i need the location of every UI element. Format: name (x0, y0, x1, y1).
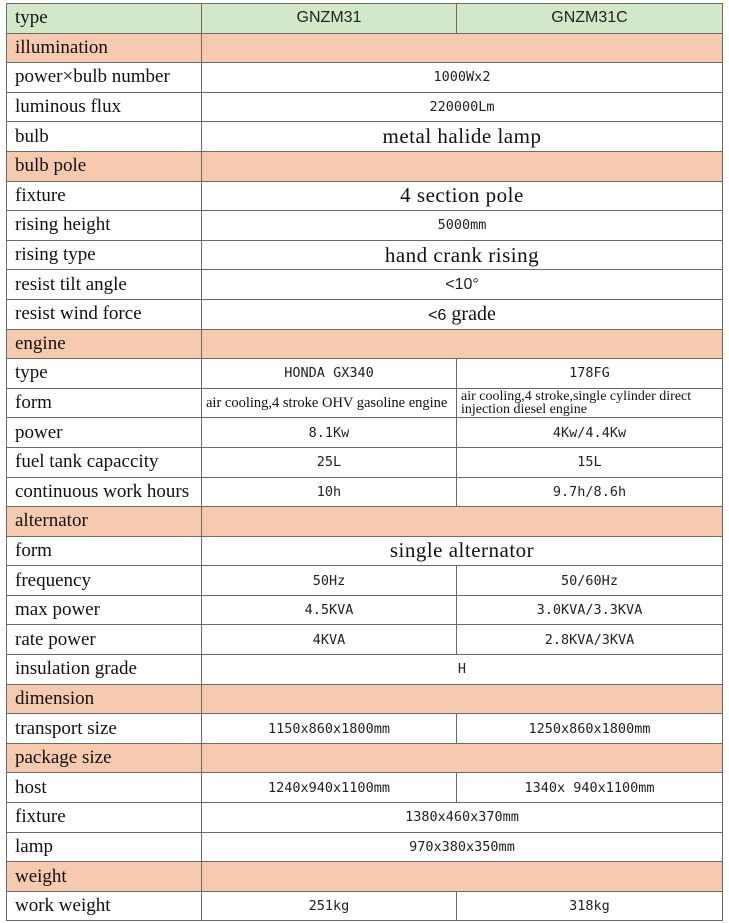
row-label: rate power (7, 625, 202, 655)
table-row (7, 655, 723, 685)
row-label: max power (7, 595, 202, 625)
header-row (7, 4, 723, 34)
header-type-label: type (7, 4, 202, 34)
row-value-gnzm31c: 15L (457, 447, 723, 477)
row-value-gnzm31: 25L (202, 447, 457, 477)
section-title: engine (7, 329, 202, 359)
section-weight (7, 862, 723, 892)
table-row (7, 63, 723, 93)
row-label: host (7, 773, 202, 803)
row-label: bulb (7, 122, 202, 152)
row-value: metal halide lamp (202, 122, 723, 152)
table-row (7, 388, 723, 418)
row-value (202, 299, 723, 329)
row-label: resist tilt angle (7, 270, 202, 300)
row-value-gnzm31: air cooling,4 stroke OHV gasoline engine (202, 388, 457, 418)
row-value-gnzm31c: 1250x860x1800mm (457, 714, 723, 744)
table-row (7, 181, 723, 211)
row-label: fixture (7, 803, 202, 833)
row-value-gnzm31c: 2.8KVA/3KVA (457, 625, 723, 655)
row-label: type (7, 359, 202, 389)
row-value: 4 section pole (202, 181, 723, 211)
row-value: H (202, 655, 723, 685)
model-gnzm31c: GNZM31C (457, 4, 723, 34)
row-value-gnzm31c: 318kg (457, 891, 723, 921)
table-row (7, 832, 723, 862)
table-row (7, 270, 723, 300)
table-row (7, 566, 723, 596)
wind-grade-value: <6 (428, 306, 447, 324)
row-value: 1380x460x370mm (202, 803, 723, 833)
model-gnzm31: GNZM31 (202, 4, 457, 34)
row-value-gnzm31c: 3.0KVA/3.3KVA (457, 595, 723, 625)
section-title: weight (7, 862, 202, 892)
table-row (7, 891, 723, 921)
row-label: work weight (7, 891, 202, 921)
row-value-gnzm31c: air cooling,4 stroke,single cylinder direct injection diesel engine (457, 388, 723, 418)
section-title: illumination (7, 33, 202, 63)
section-alternator (7, 507, 723, 537)
section-illumination (7, 33, 723, 63)
table-row (7, 773, 723, 803)
table-row (7, 299, 723, 329)
row-label: rising type (7, 240, 202, 270)
row-value-gnzm31: HONDA GX340 (202, 359, 457, 389)
table-row (7, 477, 723, 507)
table-row (7, 447, 723, 477)
section-bulb-pole (7, 151, 723, 181)
row-value-gnzm31c: 9.7h/8.6h (457, 477, 723, 507)
row-value: single alternator (202, 536, 723, 566)
row-value: hand crank rising (202, 240, 723, 270)
table-row (7, 359, 723, 389)
section-package-size (7, 743, 723, 773)
row-value: 5000mm (202, 211, 723, 241)
row-value-gnzm31: 1150x860x1800mm (202, 714, 457, 744)
table-row (7, 211, 723, 241)
row-value-gnzm31: 251kg (202, 891, 457, 921)
row-value-gnzm31: 4.5KVA (202, 595, 457, 625)
row-value-gnzm31c: 178FG (457, 359, 723, 389)
row-label: power (7, 418, 202, 448)
row-label: frequency (7, 566, 202, 596)
table-row (7, 536, 723, 566)
section-title: bulb pole (7, 151, 202, 181)
row-label: form (7, 536, 202, 566)
row-label: lamp (7, 832, 202, 862)
row-label: power×bulb number (7, 63, 202, 93)
table-row (7, 418, 723, 448)
row-label: fixture (7, 181, 202, 211)
row-value-gnzm31: 10h (202, 477, 457, 507)
table-row (7, 625, 723, 655)
row-value: <10° (202, 270, 723, 300)
row-value-gnzm31c: 4Kw/4.4Kw (457, 418, 723, 448)
section-dimension (7, 684, 723, 714)
table-row (7, 92, 723, 122)
section-title: alternator (7, 507, 202, 537)
table-row (7, 240, 723, 270)
row-value-gnzm31: 4KVA (202, 625, 457, 655)
section-title: package size (7, 743, 202, 773)
row-value-gnzm31c: 50/60Hz (457, 566, 723, 596)
table-row (7, 803, 723, 833)
row-value: 970x380x350mm (202, 832, 723, 862)
table-row (7, 595, 723, 625)
row-label: fuel tank capaccity (7, 447, 202, 477)
row-value-gnzm31: 50Hz (202, 566, 457, 596)
row-label: insulation grade (7, 655, 202, 685)
table-row (7, 714, 723, 744)
table-row (7, 122, 723, 152)
row-value: 220000Lm (202, 92, 723, 122)
row-label: luminous flux (7, 92, 202, 122)
row-value-gnzm31: 8.1Kw (202, 418, 457, 448)
wind-grade-unit: grade (446, 302, 496, 325)
row-label: form (7, 388, 202, 418)
spec-table (6, 3, 723, 921)
row-value-gnzm31c: 1340x 940x1100mm (457, 773, 723, 803)
section-engine (7, 329, 723, 359)
row-value: 1000Wx2 (202, 63, 723, 93)
row-value-gnzm31: 1240x940x1100mm (202, 773, 457, 803)
row-label: rising height (7, 211, 202, 241)
row-label: continuous work hours (7, 477, 202, 507)
row-label: transport size (7, 714, 202, 744)
row-label: resist wind force (7, 299, 202, 329)
section-title: dimension (7, 684, 202, 714)
